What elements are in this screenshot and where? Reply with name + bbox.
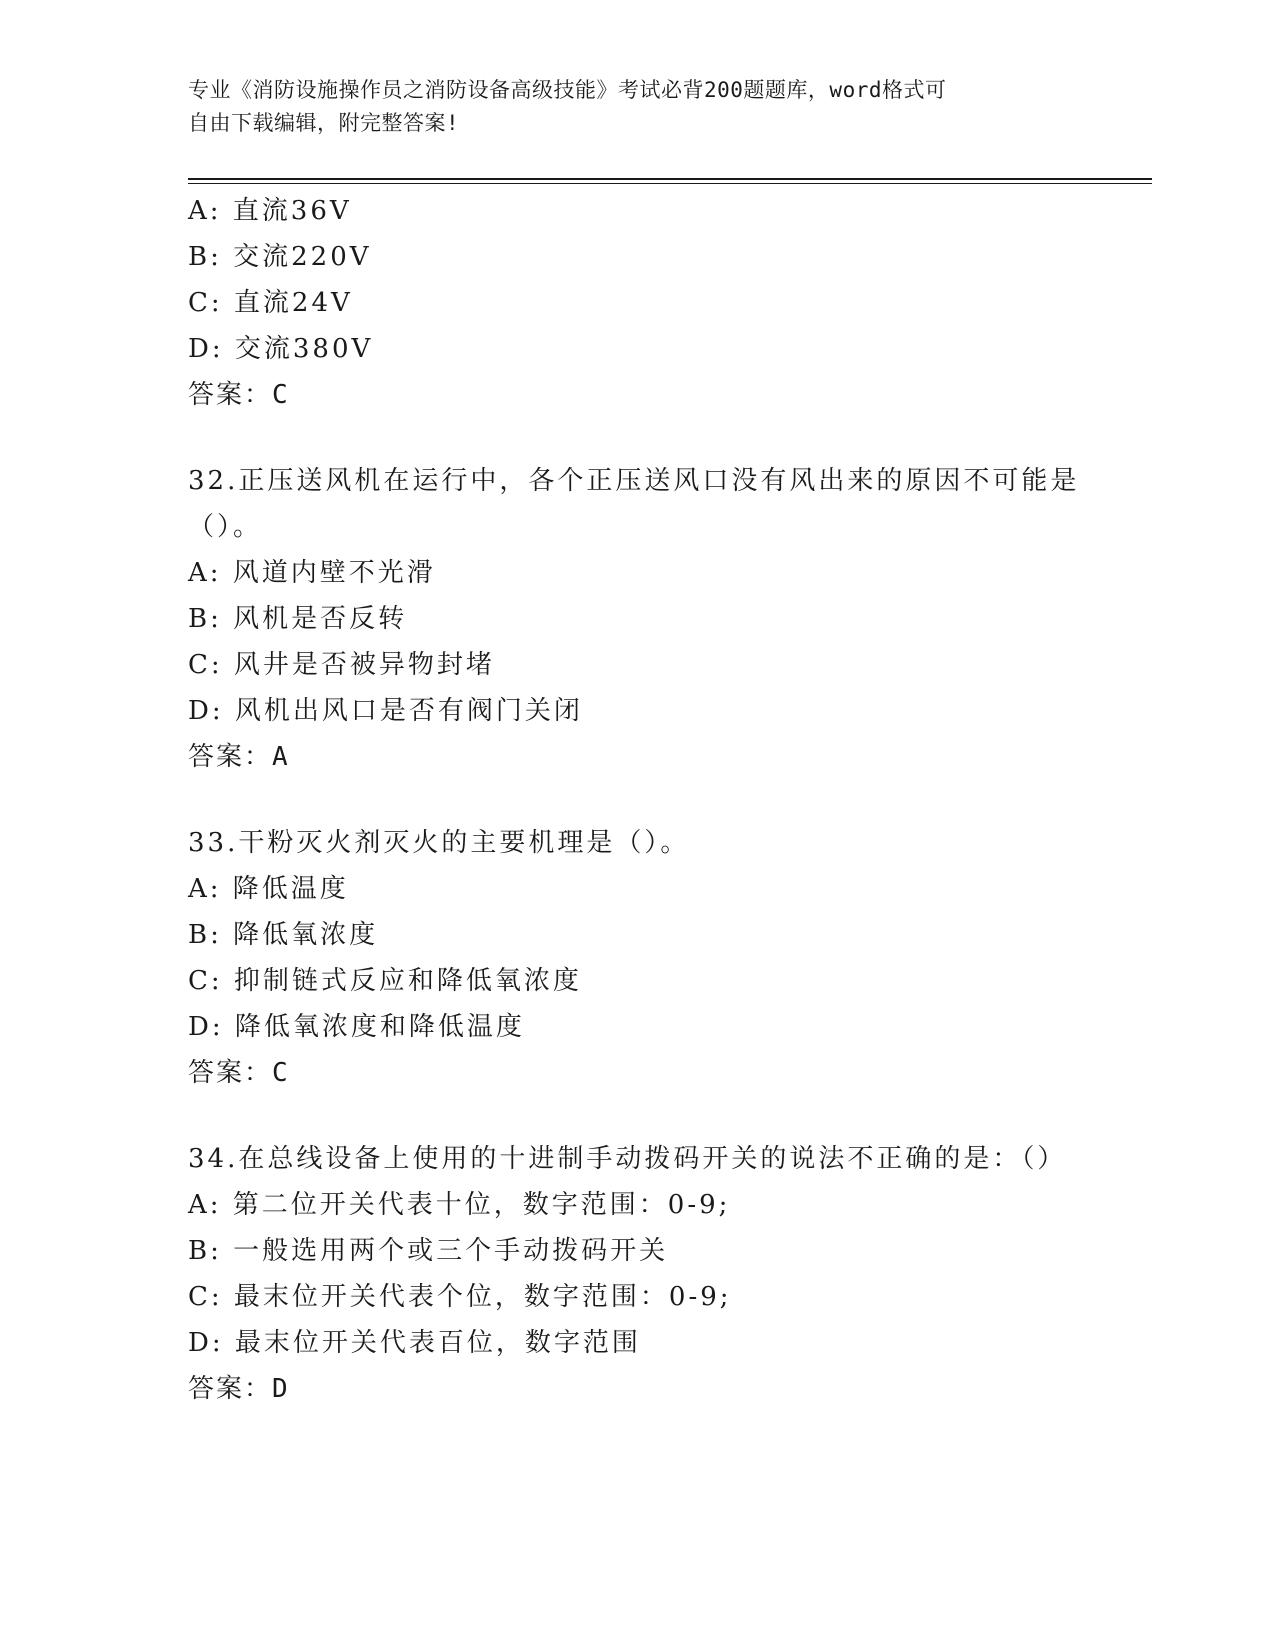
header-divider-thick xyxy=(188,178,1152,180)
header-divider-thin xyxy=(188,183,1152,184)
option-a: A: 第二位开关代表十位，数字范围：0-9; xyxy=(188,1190,731,1220)
option-d: D: 降低氧浓度和降低温度 xyxy=(188,1012,525,1042)
option-c: C: 抑制链式反应和降低氧浓度 xyxy=(188,966,582,996)
answer-line xyxy=(188,1366,1088,1412)
option-c: C: 直流24V xyxy=(188,288,353,318)
option-c: C: 最末位开关代表个位，数字范围：0-9; xyxy=(188,1282,732,1312)
header-line-2: 自由下载编辑，附完整答案! xyxy=(188,111,460,135)
option-b: B: 一般选用两个或三个手动拨码开关 xyxy=(188,1236,669,1266)
option-a: A: 直流36V xyxy=(188,196,352,226)
answer-line xyxy=(188,734,1088,780)
question-34 xyxy=(188,1136,1088,1412)
option-b: B: 风机是否反转 xyxy=(188,604,408,634)
option-d: D: 最末位开关代表百位，数字范围 xyxy=(188,1328,641,1358)
answer-value: A xyxy=(272,742,290,772)
answer-label: 答案： xyxy=(188,380,273,410)
option-b: B: 降低氧浓度 xyxy=(188,920,379,950)
option-d: D: 交流380V xyxy=(188,334,374,364)
answer-label: 答案： xyxy=(188,1058,273,1088)
question-stem: 32.正压送风机在运行中，各个正压送风口没有风出来的原因不可能是（）。 xyxy=(188,466,1080,542)
document-header xyxy=(188,74,1068,140)
option-d: D: 风机出风口是否有阀门关闭 xyxy=(188,696,583,726)
question-stem: 34.在总线设备上使用的十进制手动拨码开关的说法不正确的是：（） xyxy=(188,1144,1067,1174)
question-32 xyxy=(188,458,1088,780)
answer-line xyxy=(188,1050,1088,1096)
option-a: A: 降低温度 xyxy=(188,874,349,904)
question-31 xyxy=(188,188,1088,418)
option-c: C: 风井是否被异物封堵 xyxy=(188,650,495,680)
answer-label: 答案： xyxy=(188,1374,273,1404)
answer-line xyxy=(188,372,1088,418)
answer-value: C xyxy=(272,1058,290,1088)
answer-label: 答案： xyxy=(188,742,273,772)
header-line-1: 专业《消防设施操作员之消防设备高级技能》考试必背200题题库，word格式可 xyxy=(188,78,947,102)
question-list xyxy=(188,188,1088,1452)
option-a: A: 风道内壁不光滑 xyxy=(188,558,436,588)
option-b: B: 交流220V xyxy=(188,242,372,272)
question-stem: 33.干粉灭火剂灭火的主要机理是（）。 xyxy=(188,828,690,858)
answer-value: C xyxy=(272,380,290,410)
answer-value: D xyxy=(272,1374,290,1404)
question-33 xyxy=(188,820,1088,1096)
